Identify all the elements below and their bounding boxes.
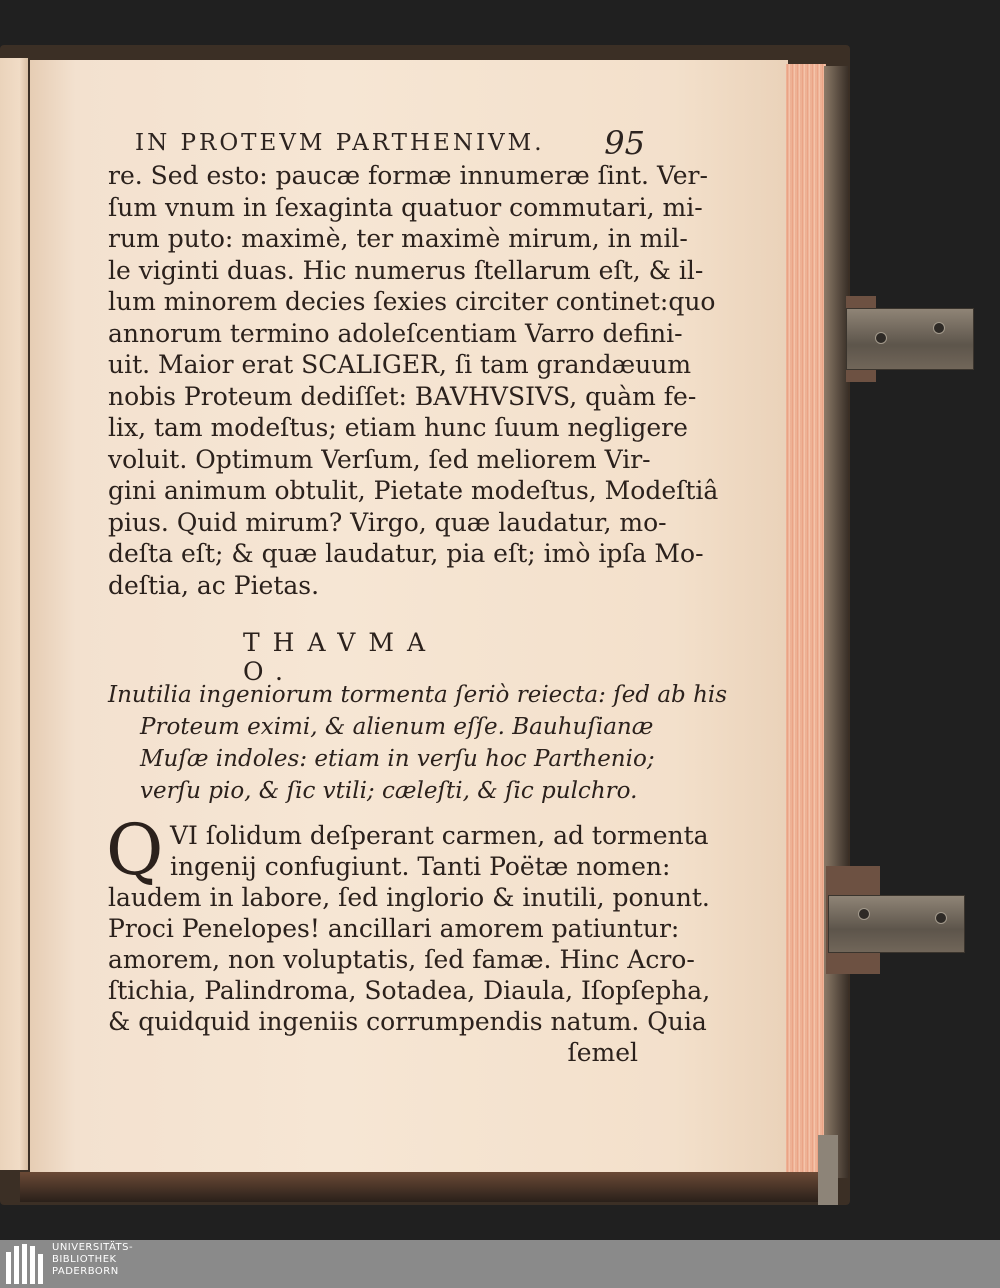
argument-line: verſu pio, & ſic vtili; cæleſti, & ſic pulchro. (140, 778, 638, 804)
text-line: ſtichia, Palindroma, Sotadea, Diaula, Iſopſepha, (108, 976, 711, 1005)
text-line: rum puto: maximè, ter maximè mirum, in mil- (108, 224, 688, 253)
logo-line: UNIVERSITÄTS- (52, 1242, 134, 1253)
text-line: & quidquid ingeniis corrumpendis natum. Quia (108, 1007, 707, 1036)
rivet-icon (875, 332, 887, 344)
library-logo-icon (4, 1242, 48, 1286)
body-text-bottom (106, 809, 711, 1068)
text-line: VI ſolidum deſperant carmen, ad tormenta (170, 821, 709, 850)
hinge-bottom (818, 1135, 838, 1205)
rivet-icon (858, 908, 870, 920)
text-line: le viginti duas. Hic numerus ſtellarum eſt, & il- (108, 255, 704, 285)
argument-line: Muſæ indoles: etiam in verſu hoc Parthenio; (140, 746, 655, 772)
rivet-icon (935, 912, 947, 924)
text-line: uit. Maior erat SCALIGER, ſi tam grandæuum (108, 350, 692, 379)
text-line: amorem, non voluptatis, ſed famæ. Hinc Acro- (108, 945, 695, 974)
text-line: lum minorem decies ſexies circiter continet:quo (108, 287, 716, 316)
drop-cap: Q (106, 809, 164, 891)
body-text-top (108, 160, 719, 601)
logo-line: PADERBORN (52, 1266, 119, 1277)
text-line: re. Sed esto: paucæ formæ innumeræ ſint. Ver- (108, 161, 708, 190)
text-line: annorum termino adoleſcentiam Varro defini- (108, 318, 683, 348)
left-page-edge (0, 58, 28, 1170)
catchword: ſemel (567, 1038, 638, 1067)
text-line: deſta eſt; & quæ laudatur, pia eſt; imò ipſa Mo- (108, 539, 704, 568)
page-number: 95 (604, 124, 645, 162)
text-line: laudem in labore, ſed inglorio & inutili, ponunt. (108, 883, 710, 912)
text-line: voluit. Optimum Verſum, ſed meliorem Vir- (108, 444, 651, 474)
text-line: ſum vnum in ſexaginta quatuor commutari, mi- (108, 192, 703, 222)
argument-line: Inutilia ingeniorum tormenta ſeriò reiecta: ſed ab his (108, 682, 728, 708)
text-line: pius. Quid mirum? Virgo, quæ laudatur, mo- (108, 507, 667, 537)
logo-line: BIBLIOTHEK (52, 1254, 117, 1265)
binding-board (824, 66, 848, 1178)
metal-clasp-bottom (828, 895, 965, 953)
running-title: IN PROTEVM PARTHENIVM. (135, 130, 545, 156)
argument-line: Proteum eximi, & alienum eſſe. Bauhuſianæ (140, 714, 654, 740)
library-logo-text (52, 1240, 172, 1278)
text-line: ingenij confugiunt. Tanti Poëtæ nomen: (170, 852, 671, 881)
text-line: lix, tam modeſtus; etiam hunc ſuum negligere (108, 413, 688, 442)
bottom-board (20, 1172, 828, 1202)
page-fore-edge (786, 64, 826, 1180)
text-line: gini animum obtulit, Pietate modeſtus, Modeſtiâ (108, 476, 719, 505)
rivet-icon (933, 322, 945, 334)
text-line: nobis Proteum dediſſet: BAVHVSIVS, quàm fe- (108, 381, 697, 411)
argument-italic (108, 679, 728, 807)
metal-clasp-top (846, 308, 974, 370)
section-heading: THAVMA O. (243, 628, 438, 686)
text-line: deſtia, ac Pietas. (108, 570, 320, 600)
text-line: Proci Penelopes! ancillari amorem patiuntur: (108, 914, 680, 943)
